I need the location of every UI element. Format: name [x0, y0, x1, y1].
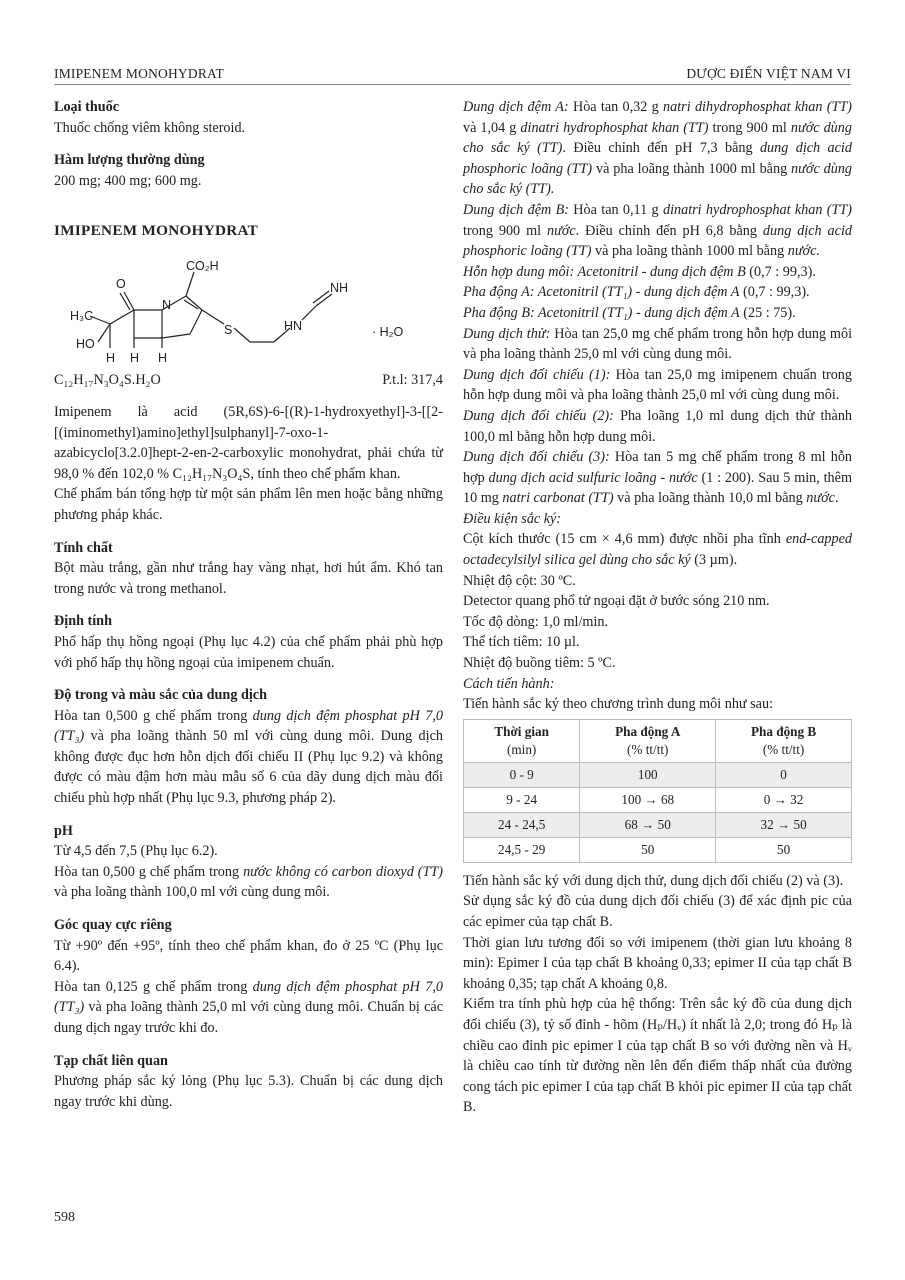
injector-temperature-text: Nhiệt độ buồng tiêm: 5 ºC.: [463, 655, 616, 672]
molecular-formula: C₁₂H₁₇N₃O₄S.H₂O: [54, 371, 161, 388]
table-cell: 32 → 50: [716, 812, 852, 837]
table-cell: 9 - 24: [464, 787, 580, 812]
struct-label-s: S: [224, 322, 233, 337]
column-temperature-text: Nhiệt độ cột: 30 ºC.: [463, 572, 576, 589]
table-cell: 0 → 32: [716, 787, 852, 812]
structure-diagram: [54, 248, 443, 366]
table-cell: 68 → 50: [580, 812, 716, 837]
procedure-paragraph-4: Kiểm tra tính phù hợp của hệ thống: Trên sắc ký đồ của dung dịch đối chiếu (3), tỷ số đỉnh - hõm (Hₚ/Hᵥ) ít nhất là 2,0; trong đó Hₚ là chiều cao đỉnh pic epimer I của tạp chất B so với đường nền và Hᵥ là chiều cao tính từ đường nền lên đến điểm thấp nhất của đường cong tách pic epimer I của tạp chất B khỏi pic epimer II của tạp chất B.: [463, 996, 852, 1116]
definition-text: Imipenem là acid (5R,6S)-6-[(R)-1-hydroxyethyl]-3-[[2-[(iminomethyl)amino]ethyl]sulphanyl]-7-oxo-1-azabicyclo[3.2.0]hept-2-en-2-carboxylic monohydrat, phải chứa từ 98,0 % đến 102,0 % C₁₂H₁₇N₃O₄S, tính theo chế phẩm khan.: [54, 403, 443, 482]
table-row: [464, 787, 852, 812]
detector-text: Detector quang phổ tử ngoại đặt ở bước sóng 210 nm.: [463, 593, 770, 610]
molecular-weight: P.t.l: 317,4: [382, 371, 443, 388]
section-title-related-substances: Tạp chất liên quan: [54, 1052, 168, 1069]
procedure-intro-text: Tiến hành sắc ký theo chương trình dung môi như sau:: [463, 696, 774, 713]
section-title-usual-strength: Hàm lượng thường dùng: [54, 152, 205, 169]
mobile-phase-a-text: Pha động A: Acetonitril (TT₁) - dung dịch đệm A (0,7 : 99,3).: [463, 284, 810, 301]
buffer-a-text: Dung dịch đệm A: Hòa tan 0,32 g natri dihydrophosphat khan (TT) và 1,04 g dinatri hydrophosphat khan (TT) trong 900 ml nước dùng cho sắc ký (TT). Điều chỉnh đến pH 7,3 bằng dung dịch acid phosphoric loãng (TT) và pha loãng thành 1000 ml bằng nước dùng cho sắc ký (TT).: [463, 99, 853, 198]
rotation-method-text: Hòa tan 0,125 g chế phẩm trong dung dịch đệm phosphat pH 7,0 (TT₃) và pha loãng thành 25,0 ml với cùng dung môi. Chuẩn bị các dung dịch ngay trước khi đo.: [54, 978, 443, 1036]
header-phase-b: Pha động B (% tt/tt): [716, 719, 852, 762]
test-solution-text: Dung dịch thử: Hòa tan 25,0 mg chế phẩm trong hỗn hợp dung môi và pha loãng thành 25,0 ml với cùng dung môi.: [463, 325, 853, 363]
procedure-paragraph-3: Thời gian lưu tương đối so với imipenem (thời gian lưu khoảng 8 min): Epimer I của tạp chất B khoảng 0,33; epimer II của tạp chất B khoảng 0,35; tạp chất A khoảng 0,8.: [463, 934, 852, 992]
struct-label-h-2: H: [130, 350, 140, 365]
mobile-phase-b-text: Pha động B: Acetonitril (TT₁) - dung dịch đệm A (25 : 75).: [463, 304, 796, 321]
buffer-b-text: Dung dịch đệm B: Hòa tan 0,11 g dinatri hydrophosphat khan (TT) trong 900 ml nước. Điều chỉnh đến pH 6,8 bằng dung dịch acid phosphoric loãng (TT) và pha loãng thành 1000 ml bằng nước.: [463, 201, 852, 260]
related-substances-text: Phương pháp sắc ký lỏng (Phụ lục 5.3). Chuẩn bị các dung dịch ngay trước khi dùng.: [54, 1073, 443, 1110]
section-title-clarity: Độ trong và màu sắc của dung dịch: [54, 687, 267, 704]
struct-label-h-1: H: [106, 350, 116, 365]
solvent-mixture-text: Hỗn hợp dung môi: Acetonitril - dung dịch đệm B (0,7 : 99,3).: [463, 263, 816, 280]
drug-class-text: Thuốc chống viêm không steroid.: [54, 119, 246, 136]
struct-label-nh: NH: [330, 280, 349, 295]
header-time: Thời gian (min): [464, 719, 580, 762]
struct-label-hn: HN: [284, 318, 303, 333]
chemical-structure: [54, 248, 443, 366]
table-row: [464, 812, 852, 837]
flow-rate-text: Tốc độ dòng: 1,0 ml/min.: [463, 613, 609, 630]
clarity-text: Hòa tan 0,500 g chế phẩm trong dung dịch đệm phosphat pH 7,0 (TT₃) và pha loãng thành 50 ml với cùng dung môi. Dung dịch không được đục hơn hỗn dịch đối chiếu II (Phụ lục 9.2) và không được có màu đậm hơn màu mẫu số 6 của dãy dung dịch màu đối chiếu phù hợp nhất (Phụ lục 9.3, phương pháp 2).: [54, 707, 443, 807]
table-cell: 50: [716, 837, 852, 862]
gradient-table: [463, 719, 852, 863]
identification-text: Phổ hấp thụ hồng ngoại (Phụ lục 4.2) của chế phẩm phải phù hợp với phổ hấp thụ hồng ngoại của imipenem chuẩn.: [54, 633, 443, 671]
column-text: Cột kích thước (15 cm × 4,6 mm) được nhồi pha tĩnh end-capped octadecylsilyl silica gel dùng cho sắc ký (3 µm).: [463, 531, 852, 569]
table-row: [464, 762, 852, 787]
section-title-identification: Định tính: [54, 613, 112, 630]
chromatographic-conditions-title: Điều kiện sắc ký:: [463, 510, 562, 527]
running-header: [54, 62, 851, 85]
header-monograph-name: IMIPENEM MONOHYDRAT: [54, 66, 224, 81]
table-cell: 0 - 9: [464, 762, 580, 787]
usual-strength-text: 200 mg; 400 mg; 600 mg.: [54, 172, 202, 189]
reference-solution-3-text: Dung dịch đối chiếu (3): Hòa tan 5 mg chế phẩm trong 8 ml hỗn hợp dung dịch acid sulfuric loãng - nước (1 : 200). Sau 5 min, thêm 10 mg natri carbonat (TT) và pha loãng thành 10,0 ml bằng nước.: [463, 449, 853, 507]
table-cell: 100 → 68: [580, 787, 716, 812]
table-row: [464, 837, 852, 862]
gradient-table-header: [464, 719, 852, 762]
formula-line: [54, 370, 443, 392]
struct-label-water: · H₂O: [372, 324, 404, 339]
section-title-characters: Tính chất: [54, 539, 113, 556]
procedure-title: Cách tiến hành:: [463, 675, 555, 692]
origin-text: Chế phẩm bán tổng hợp từ một sản phẩm lên men hoặc bằng những phương pháp khác.: [54, 486, 443, 523]
table-cell: 0: [716, 762, 852, 787]
section-title-ph: pH: [54, 822, 73, 839]
reference-solution-1-text: Dung dịch đối chiếu (1): Hòa tan 25,0 mg imipenem chuẩn trong hỗn hợp dung môi và pha loãng thành 25,0 ml với cùng dung môi.: [463, 366, 852, 404]
characters-text: Bột màu trắng, gần như trắng hay vàng nhạt, hơi hút ẩm. Khó tan trong nước và trong methanol.: [54, 560, 443, 597]
table-cell: 24 - 24,5: [464, 812, 580, 837]
right-column: [463, 97, 852, 1118]
rotation-range-text: Từ +90º đến +95º, tính theo chế phẩm khan, đo ở 25 ºC (Phụ lục 6.4).: [54, 937, 443, 975]
left-column: [54, 97, 443, 1112]
ph-range-text: Từ 4,5 đến 7,5 (Phụ lục 6.2).: [54, 843, 218, 860]
struct-label-ho: HO: [76, 336, 95, 351]
procedure-paragraph-2: Sử dụng sắc ký đồ của dung dịch đối chiếu (3) để xác định pic của các epimer của tạp chất B.: [463, 893, 852, 930]
reference-solution-2-text: Dung dịch đối chiếu (2): Pha loãng 1,0 ml dung dịch thử thành 100,0 ml bằng hỗn hợp dung môi.: [463, 407, 853, 445]
injection-volume-text: Thể tích tiêm: 10 µl.: [463, 634, 580, 651]
header-book-title: DƯỢC ĐIỂN VIỆT NAM VI: [686, 66, 851, 81]
struct-label-h-3: H: [158, 350, 168, 365]
monograph-title: IMIPENEM MONOHYDRAT: [54, 222, 259, 240]
table-cell: 24,5 - 29: [464, 837, 580, 862]
procedure-paragraph-1: Tiến hành sắc ký với dung dịch thử, dung dịch đối chiếu (2) và (3).: [463, 872, 844, 889]
page-number: 598: [54, 1210, 75, 1225]
ph-method-text: Hòa tan 0,500 g chế phẩm trong nước không có carbon dioxyd (TT) và pha loãng thành 100,0 ml với cùng dung môi.: [54, 863, 444, 901]
struct-label-h3c: H₃C: [70, 308, 94, 323]
table-cell: 100: [580, 762, 716, 787]
header-phase-a: Pha động A (% tt/tt): [580, 719, 716, 762]
section-title-drug-class: Loại thuốc: [54, 99, 120, 115]
struct-label-n: N: [162, 297, 172, 312]
table-cell: 50: [580, 837, 716, 862]
section-title-optical-rotation: Góc quay cực riêng: [54, 917, 172, 934]
struct-label-co2h: CO₂H: [186, 258, 219, 273]
struct-label-o: O: [116, 276, 126, 291]
